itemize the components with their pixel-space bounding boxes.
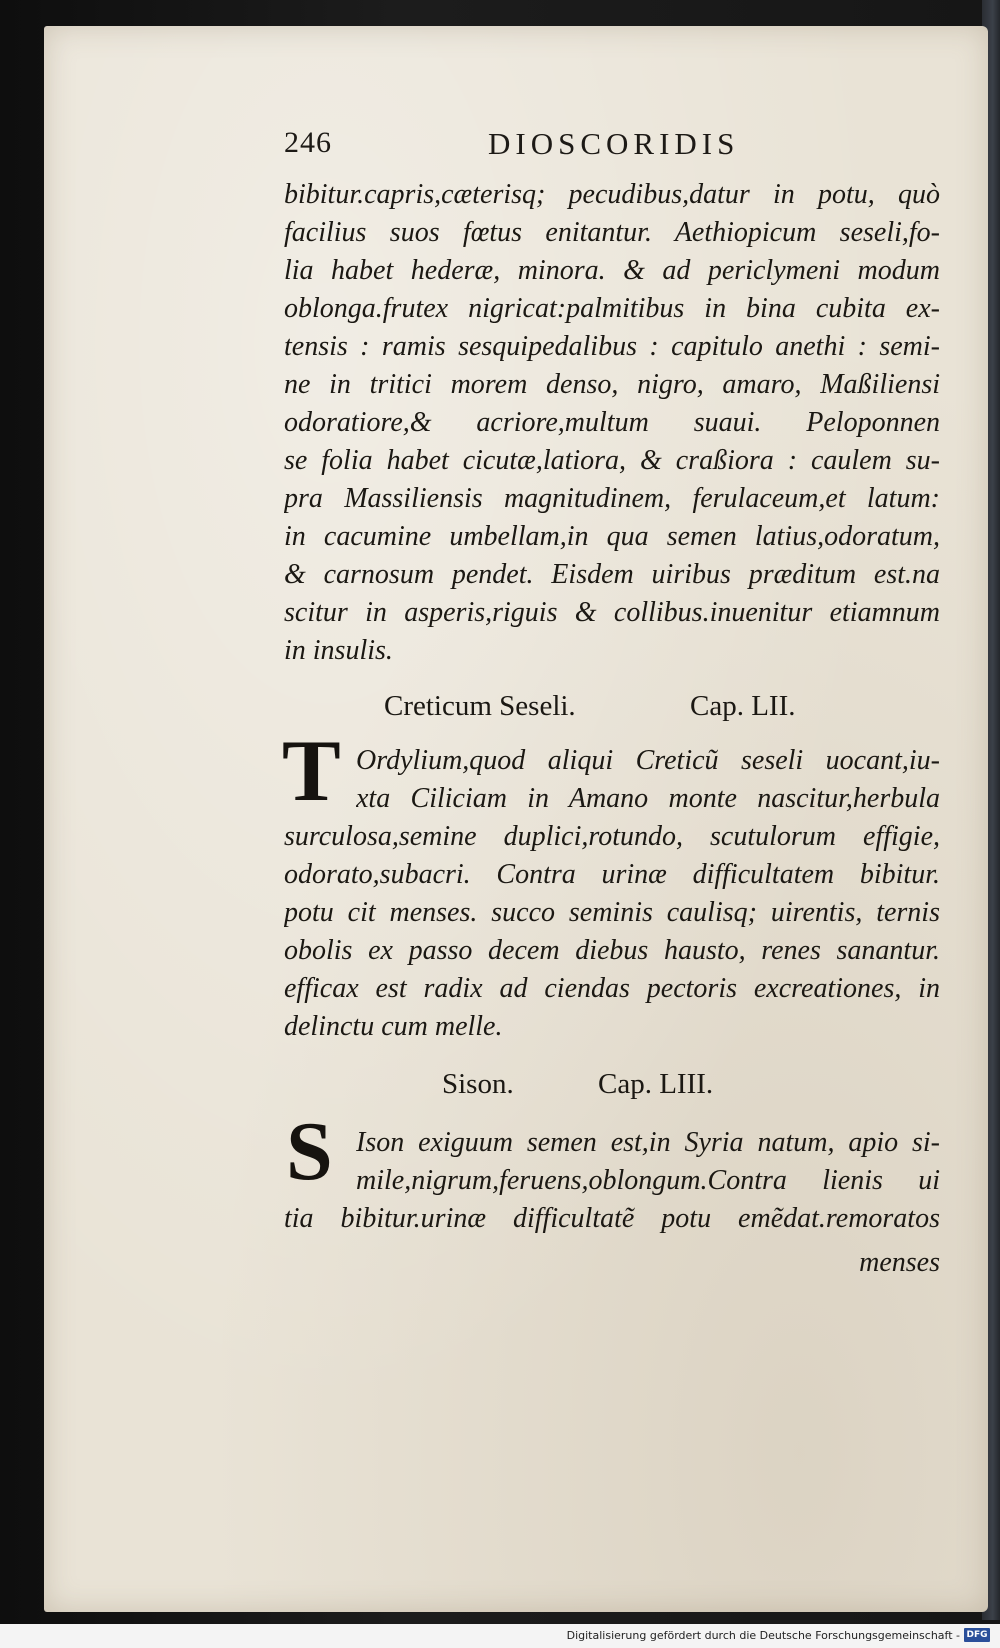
funding-credit: Digitalisierung gefördert durch die Deutsche Forschungsgemeinschaft - xyxy=(566,1629,960,1642)
chapter-title: Creticum Seseli. xyxy=(384,690,576,722)
running-head: DIOSCORIDIS xyxy=(488,126,740,161)
text-line: Ison exiguum semen est,in Syria natum, apio si- xyxy=(356,1127,940,1158)
page-header xyxy=(284,124,804,168)
text-line: Ordylium,quod aliqui Creticũ seseli uocant,iu- xyxy=(356,745,940,776)
text-line: efficax est radix ad ciendas pectoris excreationes, in xyxy=(284,973,940,1004)
text-line: lia habet hederæ, minora. & ad periclymeni modum xyxy=(284,255,940,286)
dropcap-letter: S xyxy=(286,1105,333,1198)
text-line: potu cit menses. succo seminis caulisq; uirentis, ternis xyxy=(284,897,940,928)
chapter-number: Cap. LIII. xyxy=(598,1068,714,1100)
text-line: tia bibitur.urinæ difficultatẽ potu emẽdat.remoratos xyxy=(284,1203,940,1234)
text-line: facilius suos fœtus enitantur. Aethiopicum seseli,fo- xyxy=(284,217,940,248)
text-line: oblonga.frutex nigricat:palmitibus in bina cubita ex- xyxy=(284,293,940,324)
dropcap-letter: T xyxy=(282,723,341,820)
chapter-title: Sison. xyxy=(442,1068,514,1100)
text-line: scitur in asperis,riguis & collibus.inuenitur etiamnum xyxy=(284,597,940,628)
text-line: bibitur.capris,cæterisq; pecudibus,datur in potu, quò xyxy=(284,179,940,210)
text-line: mile,nigrum,feruens,oblongum.Contra lienis ui xyxy=(356,1165,940,1196)
text-line: se folia habet cicutæ,latiora, & craßiora : caulem su- xyxy=(284,445,940,476)
text-line: delinctu cum melle. xyxy=(284,1011,503,1042)
text-line: odoratiore,& acriore,multum suaui. Peloponnen xyxy=(284,407,940,438)
chapter-number: Cap. LII. xyxy=(690,690,796,722)
text-line: in insulis. xyxy=(284,635,393,666)
text-line: surculosa,semine duplici,rotundo, scutulorum effigie, xyxy=(284,821,940,852)
text-line: pra Massiliensis magnitudinem, ferulaceum,et latum: xyxy=(284,483,940,514)
text-line: xta Ciliciam in Amano monte nascitur,herbula xyxy=(356,783,940,814)
text-line: in cacumine umbellam,in qua semen latius,odoratum, xyxy=(284,521,940,552)
dfg-logo-icon: DFG xyxy=(964,1628,990,1642)
catchword: menses xyxy=(859,1247,940,1278)
page-number: 246 xyxy=(284,126,332,159)
text-line: odorato,subacri. Contra urinæ difficultatem bibitur. xyxy=(284,859,940,890)
text-line: obolis ex passo decem diebus hausto, renes sanantur. xyxy=(284,935,940,966)
text-line: ne in tritici morem denso, nigro, amaro, Maßiliensi xyxy=(284,369,940,400)
text-line: & carnosum pendet. Eisdem uiribus præditum est.na xyxy=(284,559,940,590)
text-line: tensis : ramis sesquipedalibus : capitulo anethi : semi- xyxy=(284,331,940,362)
